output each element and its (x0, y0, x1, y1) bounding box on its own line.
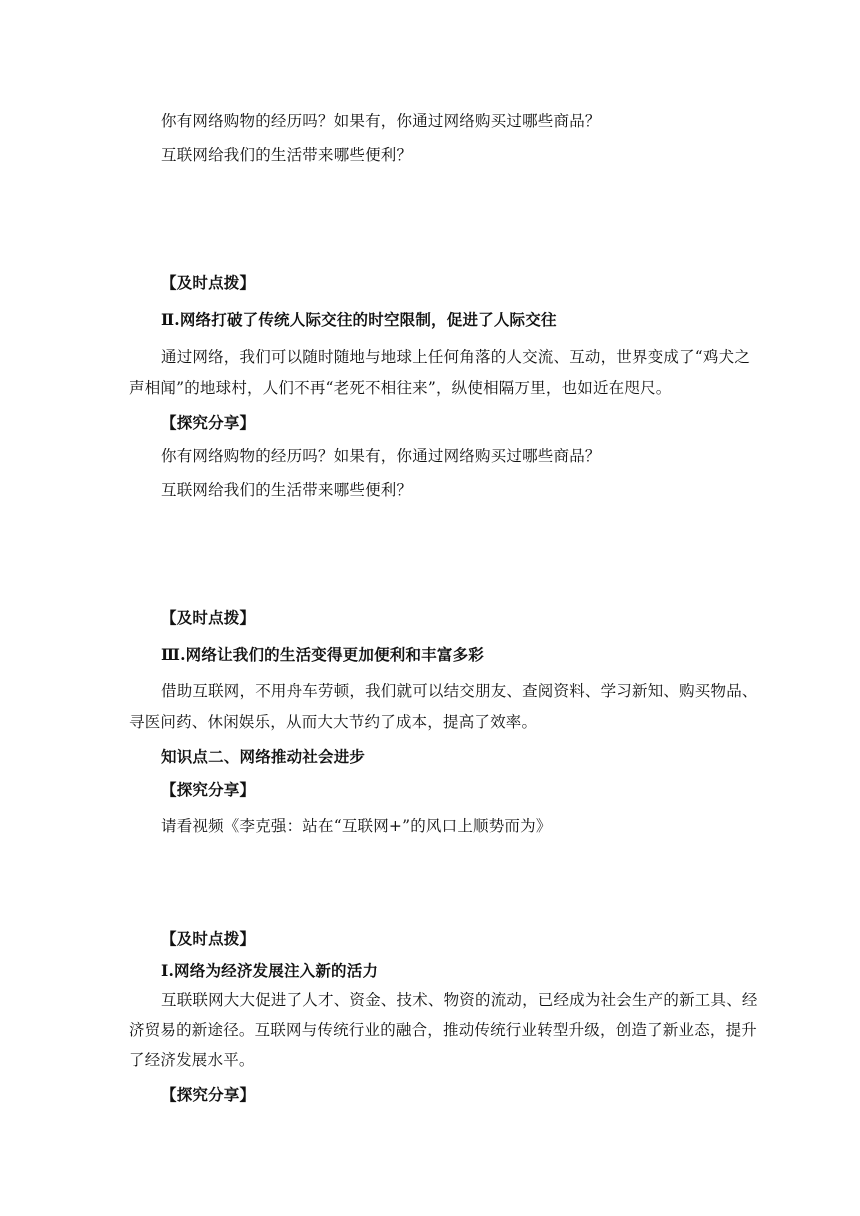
point-heading-3: Ⅲ.网络让我们的生活变得更加便利和丰富多彩 (161, 645, 484, 664)
paragraph-line: 寻医问药、休闲娱乐，从而大大节约了成本，提高了效率。 (129, 713, 538, 731)
section-heading-tips: 【及时点拨】 (161, 608, 256, 627)
section-heading-tips: 【及时点拨】 (161, 273, 256, 292)
question-internet-convenience: 互联网给我们的生活带来哪些便利？ (161, 146, 413, 164)
paragraph-line: 济贸易的新途径。互联网与传统行业的融合，推动传统行业转型升级，创造了新业态，提升 (129, 1021, 758, 1039)
paragraph-line: 通过网络，我们可以随时随地与地球上任何角落的人交流、互动，世界变成了“鸡犬之 (161, 348, 751, 366)
question-internet-convenience: 互联网给我们的生活带来哪些便利？ (161, 481, 413, 499)
paragraph-line: 借助互联网，不用舟车劳顿，我们就可以结交朋友、查阅资料、学习新知、购买物品、 (161, 682, 758, 700)
paragraph-line: 了经济发展水平。 (129, 1051, 255, 1069)
question-online-shopping: 你有网络购物的经历吗？如果有，你通过网络购买过哪些商品？ (161, 112, 601, 130)
knowledge-point-2-heading: 知识点二、网络推动社会进步 (161, 747, 366, 766)
video-prompt: 请看视频《李克强：站在“互联网+”的风口上顺势而为》 (161, 817, 552, 835)
section-heading-tips: 【及时点拨】 (161, 929, 256, 948)
point-heading-2: Ⅱ.网络打破了传统人际交往的时空限制，促进了人际交往 (161, 310, 557, 329)
paragraph-line: 互联联网大大促进了人才、资金、技术、物资的流动，已经成为社会生产的新工具、经 (161, 991, 758, 1009)
paragraph-line: 声相闻”的地球村，人们不再“老死不相往来”，纵使相隔万里，也如近在咫尺。 (129, 379, 672, 397)
section-heading-explore: 【探究分享】 (161, 413, 256, 432)
section-heading-explore: 【探究分享】 (161, 780, 256, 799)
point-heading-1: Ⅰ.网络为经济发展注入新的活力 (161, 961, 379, 980)
section-heading-explore: 【探究分享】 (161, 1085, 256, 1104)
question-online-shopping: 你有网络购物的经历吗？如果有，你通过网络购买过哪些商品？ (161, 447, 601, 465)
